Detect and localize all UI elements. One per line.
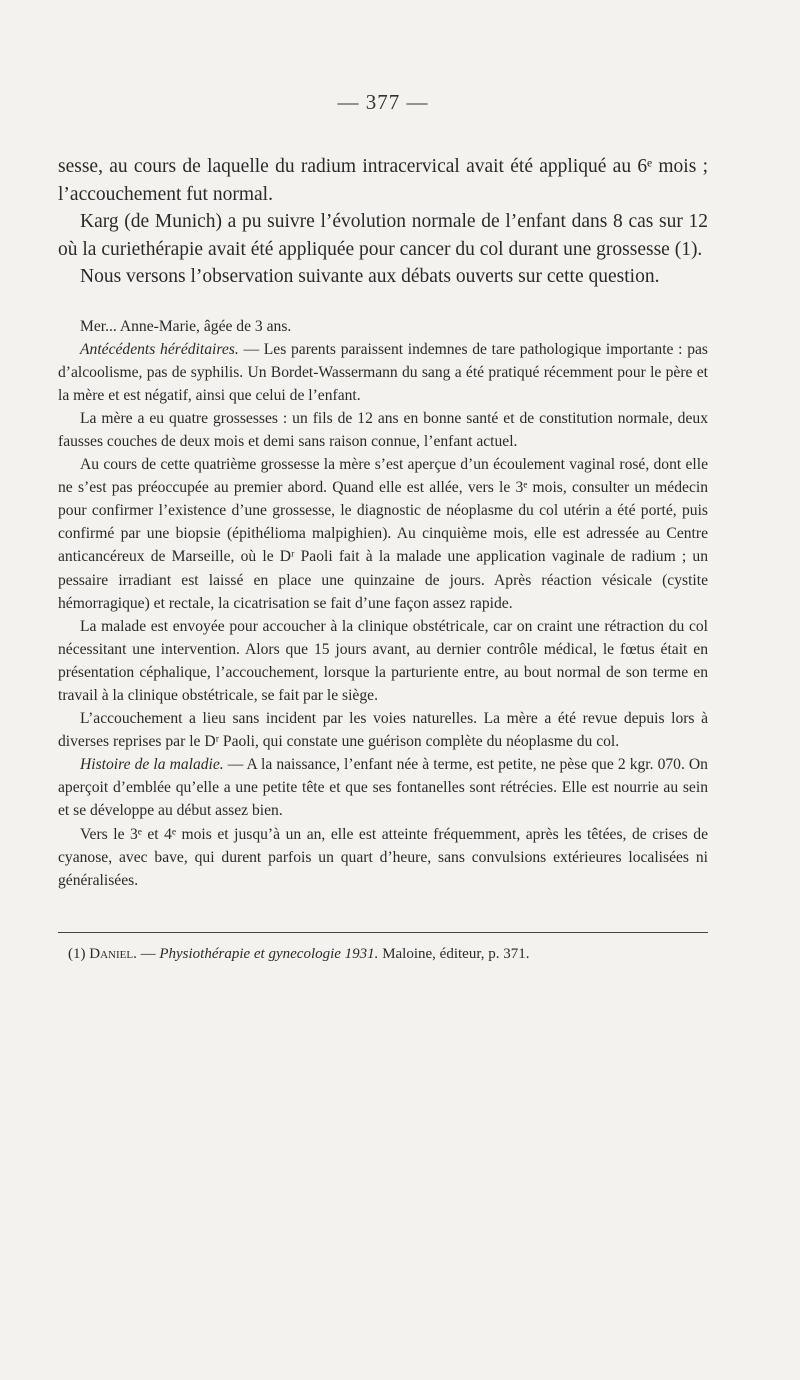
antecedents-heading: Antécédents héréditaires. xyxy=(80,340,239,358)
footnote xyxy=(58,943,708,965)
intro-paragraph-2: Karg (de Munich) a pu suivre l’évolution normale de l’enfant dans 8 cas sur 12 où la curiethérapie avait été appliquée pour cancer du col durant une grossesse (1). xyxy=(58,211,708,260)
footnote-dash: — xyxy=(136,945,160,962)
footnote-author: Daniel. xyxy=(89,945,137,962)
histoire-text: — A la naissance, l’enfant née à terme, est petite, ne pèse que 2 kgr. 070. On aperçoit d’emblée qu’elle a une petite tête et que ses fontanelles sont rétrécies. Elle est nourrie au sein et se développe au début assez bien. xyxy=(58,756,708,820)
histoire-paragraph xyxy=(58,753,708,822)
footnote-rule xyxy=(58,932,708,933)
body-paragraph-1: La mère a eu quatre grossesses : un fils de 12 ans en bonne santé et de constitution normale, deux fausses couches de deux mois et demi sans raison connue, l’enfant actuel. xyxy=(58,409,708,450)
observation-section xyxy=(58,315,708,892)
body-paragraph-2: Au cours de cette quatrième grossesse la mère s’est aperçue d’un écoulement vaginal rosé, dont elle ne s’est pas préoccupée au premier abord. Quand elle est allée, vers le 3ᵉ mois, consulter un médecin pour confirmer l’existence d’une grossesse, le diagnostic de néoplasme du col utérin a été porté, puis confirmé par une biopsie (épithélioma malpighien). Au cinquième mois, elle est adressée au Centre anticancéreux de Marseille, où le Dʳ Paoli fait à la malade une application vaginale de radium ; un pessaire irradiant est laissé en place une quinzaine de jours. Après réaction vésicale (cystite hémorragique) et rectale, la cicatrisation se fait d’une façon assez rapide. xyxy=(58,456,708,612)
antecedents-text: — Les parents paraissent indemnes de tare pathologique importante : pas d’alcoolisme, pas de syphilis. Un Bordet-Wassermann du sang a été pratiqué récemment pour le père et la mère et est négatif, ainsi que celui de l’enfant. xyxy=(58,340,708,404)
footnote-title: Physiothérapie et gynecologie 1931. xyxy=(159,945,379,962)
case-title: Mer... Anne-Marie, âgée de 3 ans. xyxy=(80,317,292,335)
body-paragraph-4: L’accouchement a lieu sans incident par les voies naturelles. La mère a été revue depuis lors à diverses reprises par le Dʳ Paoli, qui constate une guérison complète du néoplasme du col. xyxy=(58,710,708,751)
antecedents-paragraph xyxy=(58,338,708,407)
last-paragraph: Vers le 3ᵉ et 4ᵉ mois et jusqu’à un an, elle est atteinte fréquemment, après les têtées, de crises de cyanose, avec bave, qui durent parfois un quart d’heure, sans convulsions extérieures localisées ni généralisées. xyxy=(58,825,708,889)
page xyxy=(58,90,708,965)
body-paragraph-3: La malade est envoyée pour accoucher à la clinique obstétricale, car on craint une rétraction du col nécessitant une intervention. Alors que 15 jours avant, au dernier contrôle médical, le fœtus était en présentation céphalique, l’accouchement, lorsque la parturiente entre, au bout normal de son terme en travail à la clinique obstétricale, se fait par le siège. xyxy=(58,617,708,704)
histoire-heading: Histoire de la maladie. xyxy=(80,756,224,774)
footnote-publisher: Maloine, éditeur, p. 371. xyxy=(378,945,530,962)
page-number: — 377 — xyxy=(337,90,429,114)
intro-paragraph-3: Nous versons l’observation suivante aux débats ouverts sur cette question. xyxy=(80,266,660,287)
intro-paragraph-1: sesse, au cours de laquelle du radium intracervical avait été appliqué au 6ᵉ mois ; l’accouchement fut normal. xyxy=(58,156,708,205)
intro-section xyxy=(58,153,708,291)
footnote-marker: (1) xyxy=(68,945,90,962)
